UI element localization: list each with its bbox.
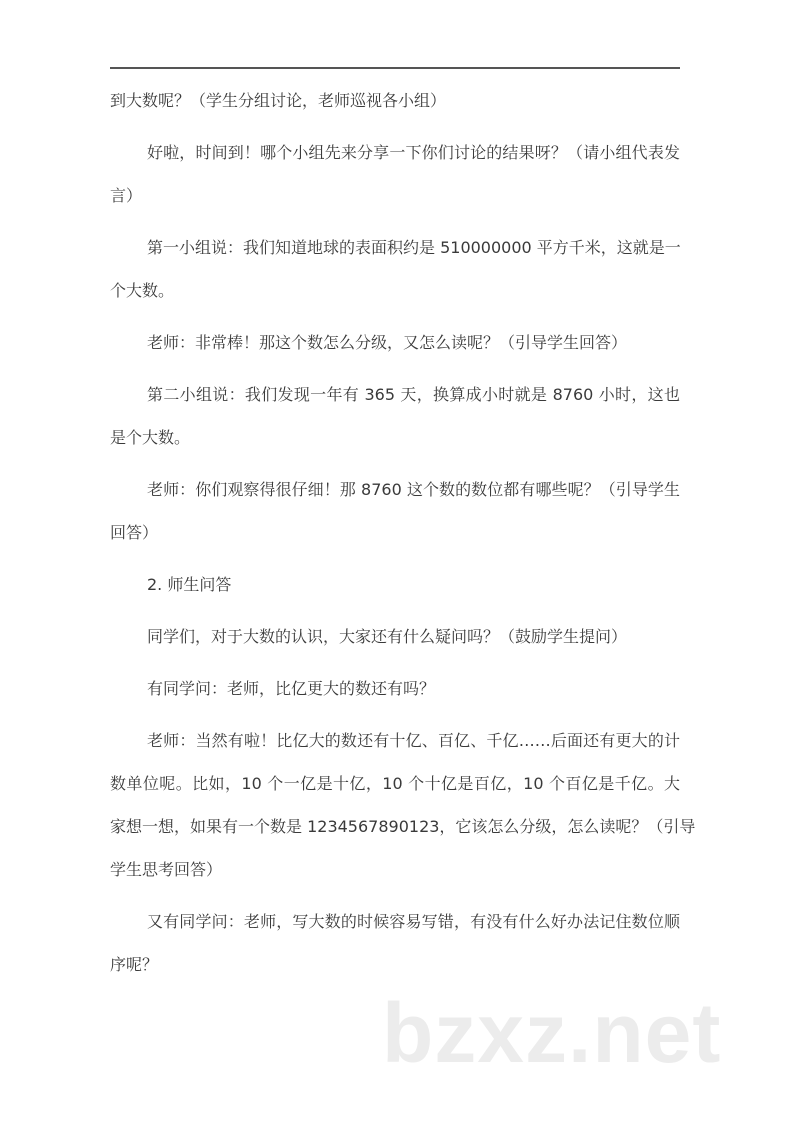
paragraph — [110, 570, 680, 613]
text-line: 个大数。 — [110, 281, 175, 300]
paragraph — [110, 380, 680, 466]
paragraph — [110, 138, 680, 224]
text-line: 序呢？ — [110, 955, 159, 974]
text-line: 又有同学问：老师，写大数的时候容易写错，有没有什么好办法记住数位顺 — [147, 912, 680, 931]
paragraph — [110, 86, 680, 129]
text-line: 老师：当然有啦！比亿大的数还有十亿、百亿、千亿……后面还有更大的计 — [147, 731, 680, 750]
text-line: 家想一想，如果有一个数是 1234567890123，它该怎么分级，怎么读呢？（引导 — [110, 817, 696, 836]
text-line: 老师：非常棒！那这个数怎么分级，又怎么读呢？（引导学生回答） — [147, 333, 628, 352]
text-line: 到大数呢？（学生分组讨论，老师巡视各小组） — [110, 91, 447, 110]
text-line: 回答） — [110, 523, 159, 542]
paragraph — [110, 674, 680, 717]
text-line: 2. 师生问答 — [147, 575, 232, 594]
text-line: 同学们，对于大数的认识，大家还有什么疑问吗？（鼓励学生提问） — [147, 627, 628, 646]
text-line: 老师：你们观察得很仔细！那 8760 这个数的数位都有哪些呢？（引导学生 — [147, 480, 680, 499]
watermark: bzxz.net — [382, 986, 722, 1080]
text-line: 第一小组说：我们知道地球的表面积约是 510000000 平方千米，这就是一 — [147, 238, 681, 257]
text-line: 第二小组说：我们发现一年有 365 天，换算成小时就是 8760 小时，这也 — [147, 385, 680, 404]
paragraph — [110, 328, 680, 371]
paragraph — [110, 726, 696, 898]
paragraph — [110, 475, 680, 561]
paragraph — [110, 233, 680, 319]
text-line: 是个大数。 — [110, 428, 191, 447]
text-line: 有同学问：老师，比亿更大的数还有吗？ — [147, 679, 436, 698]
text-line: 好啦，时间到！哪个小组先来分享一下你们讨论的结果呀？（请小组代表发 — [147, 143, 680, 162]
text-line: 数单位呢。比如，10 个一亿是十亿，10 个十亿是百亿，10 个百亿是千亿。大 — [110, 774, 680, 793]
paragraph — [110, 907, 680, 993]
document-body — [110, 86, 696, 1002]
text-line: 言） — [110, 186, 143, 205]
header-rule — [110, 67, 680, 69]
paragraph — [110, 622, 680, 665]
text-line: 学生思考回答） — [110, 860, 223, 879]
